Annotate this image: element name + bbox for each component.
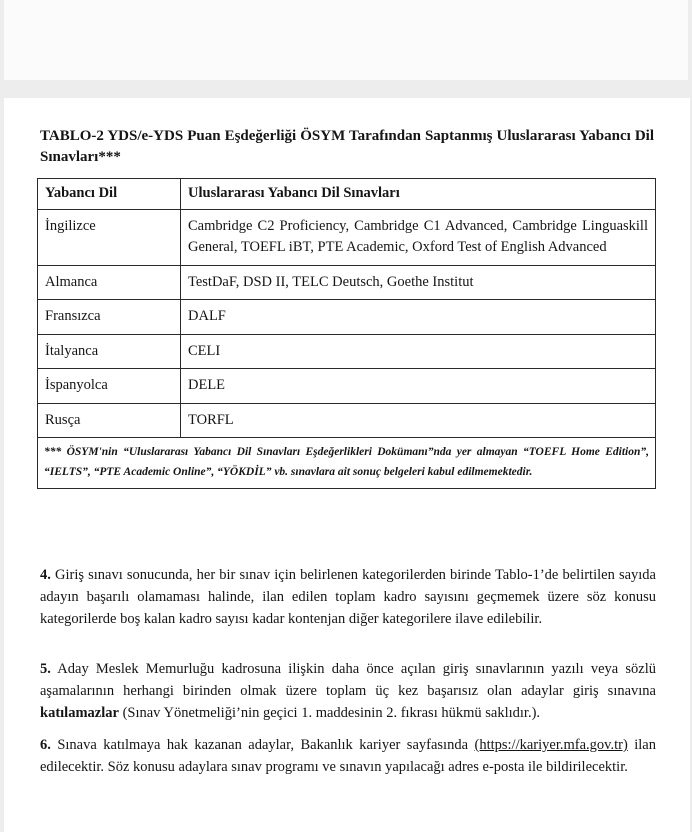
paragraph-text-continued: (Sınav Yönetmeliği’nin geçici 1. maddesinin 2. fıkrası hükmü saklıdır.). — [122, 705, 541, 721]
cell-language: Fransızca — [38, 300, 181, 335]
cell-language: Rusça — [38, 403, 181, 438]
paragraph-text: Giriş sınavı sonucunda, her bir sınav için belirlenen kategorilerden birinde Tablo-1’de belirtilen sayıda adayın başarılı olamaması halinde, ilan edilen toplam kadro sayısını geçmemek üzere söz konusu kategorilerde boş kalan kadro sayısı kadar kontenjan diğer kategorilere ilave edilebilir. — [40, 567, 656, 627]
table-row — [38, 265, 656, 300]
emphasis-text: katılamazlar — [40, 705, 119, 721]
cell-language: İtalyanca — [38, 334, 181, 369]
paragraph-text-continued: ilan edilecektir. Söz konusu adaylara sınav programı ve sınavın yapılacağı adres e-posta ile bildirilecektir. — [40, 737, 656, 775]
table-footnote-row — [38, 438, 656, 489]
paragraph-6 — [40, 734, 656, 778]
cell-language: Almanca — [38, 265, 181, 300]
paragraph-number: 6. — [40, 737, 51, 753]
paragraph-text: Aday Meslek Memurluğu kadrosuna ilişkin daha önce açılan giriş sınavlarının yazılı veya sözlü aşamalarının herhangi birinden olmak üzere toplam üç kez başarısız olan adaylar giriş sınavına — [40, 661, 657, 699]
exam-equivalence-table — [37, 178, 656, 489]
paragraph-5 — [40, 658, 656, 724]
cell-exams: Cambridge C2 Proficiency, Cambridge C1 Advanced, Cambridge Linguaskill General, TOEFL iBT, PTE Academic, Oxford Test of English Advanced — [181, 209, 656, 265]
table-row — [38, 300, 656, 335]
cell-exams: CELI — [181, 334, 656, 369]
table-header-row — [38, 179, 656, 210]
table-title: TABLO-2 YDS/e-YDS Puan Eşdeğerliği ÖSYM Tarafından Saptanmış Uluslararası Yabancı Dil Sınavları*** — [40, 128, 654, 165]
cell-language: İspanyolca — [38, 369, 181, 404]
paragraph-number: 5. — [40, 661, 51, 677]
paragraph-text: Sınava katılmaya hak kazanan adaylar, Bakanlık kariyer sayfasında — [57, 737, 469, 753]
cell-exams: DELE — [181, 369, 656, 404]
table-row — [38, 209, 656, 265]
table-footnote: *** ÖSYM'nin “Uluslararası Yabancı Dil Sınavları Eşdeğerlikleri Dokümanı”nda yer almayan “TOEFL Home Edition”, “IELTS”, “PTE Academic Online”, “YÖKDİL” vb. sınavlara ait sonuç belgeleri kabul edilmemektedir. — [38, 438, 656, 489]
table-row — [38, 369, 656, 404]
cell-language: İngilizce — [38, 209, 181, 265]
paragraph-4 — [40, 564, 656, 630]
table-row — [38, 334, 656, 369]
career-site-link[interactable]: (https://kariyer.mfa.gov.tr) — [474, 737, 628, 753]
table-row — [38, 403, 656, 438]
cell-exams: TestDaF, DSD II, TELC Deutsch, Goethe Institut — [181, 265, 656, 300]
header-language: Yabancı Dil — [38, 179, 181, 210]
header-exams: Uluslararası Yabancı Dil Sınavları — [181, 179, 656, 210]
previous-page-strip — [4, 0, 688, 80]
paragraph-number: 4. — [40, 567, 51, 583]
document-page — [4, 98, 690, 832]
cell-exams: DALF — [181, 300, 656, 335]
cell-exams: TORFL — [181, 403, 656, 438]
